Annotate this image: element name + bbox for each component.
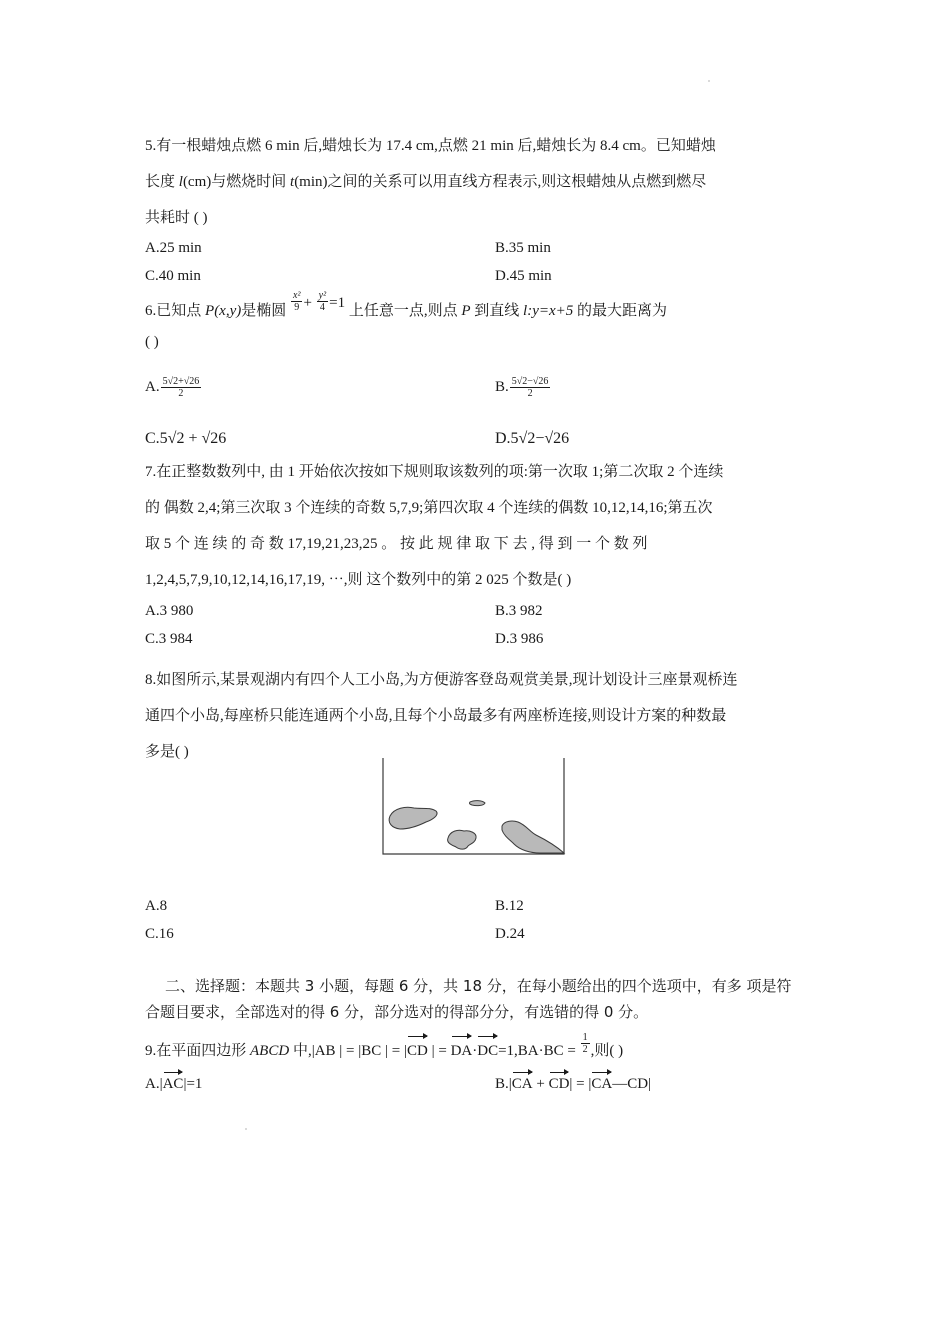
q8-option-a[interactable]: A.8 bbox=[145, 898, 168, 914]
q6-option-b[interactable] bbox=[495, 376, 551, 399]
q6-coords: (x,y) bbox=[214, 303, 242, 319]
island-1 bbox=[389, 807, 437, 829]
q6-suffix-1: 上任意一点,则点 bbox=[345, 303, 462, 319]
q9-option-b[interactable] bbox=[495, 1076, 651, 1093]
island-3 bbox=[448, 830, 476, 849]
q6-plus: + bbox=[303, 295, 312, 311]
q9-eq1: = bbox=[346, 1043, 355, 1059]
q6-option-a-den: 2 bbox=[178, 388, 184, 399]
q6-equals: =1 bbox=[329, 295, 346, 311]
q6-frac-x-den: 9 bbox=[294, 302, 300, 314]
q6-frac-x bbox=[291, 290, 302, 313]
q6-frac-y bbox=[317, 290, 328, 313]
q7-line-4: 1,2,4,5,7,9,10,12,14,16,17,19, ⋯,则 这个数列中的第 2 025 个数是( ) bbox=[145, 572, 572, 588]
q9-line-1 bbox=[145, 1032, 624, 1063]
q9-option-b-mid: | = | bbox=[569, 1076, 592, 1092]
q9-option-a-pre: A.| bbox=[145, 1076, 163, 1092]
q9-c3: | bbox=[400, 1043, 407, 1059]
q5-option-b[interactable]: B.35 min bbox=[495, 240, 551, 256]
q9-option-b-vec-1: CA bbox=[511, 1076, 533, 1092]
q9-c2: |BC | bbox=[354, 1043, 392, 1059]
q7-line-2: 的 偶数 2,4;第三次取 3 个连续的奇数 5,7,9;第四次取 4 个连续的偶数 10,12,14,16;第五次 bbox=[145, 500, 713, 516]
island-2 bbox=[469, 801, 485, 806]
q6-line-eq: :y=x+5 bbox=[527, 303, 574, 319]
q7-option-b[interactable]: B.3 982 bbox=[495, 603, 543, 619]
q9-dot: · bbox=[472, 1043, 478, 1059]
q6-option-b-label: B. bbox=[495, 378, 509, 395]
q7-line-1: 7.在正整数数列中, 由 1 开始依次按如下规则取该数列的项:第一次取 1;第二次取 2 个连续 bbox=[145, 464, 724, 480]
q8-option-b[interactable]: B.12 bbox=[495, 898, 524, 914]
q6-line-1 bbox=[145, 290, 668, 326]
q6-option-a[interactable] bbox=[145, 376, 202, 399]
q5-line-2-a: 长度 bbox=[145, 174, 179, 190]
speck bbox=[708, 80, 710, 82]
q6-suffix-2: 到直线 bbox=[470, 303, 524, 319]
q6-option-a-frac bbox=[161, 376, 202, 399]
q9-eq2: = bbox=[391, 1043, 401, 1059]
q9-half bbox=[581, 1032, 590, 1055]
q5-option-d[interactable]: D.45 min bbox=[495, 268, 552, 284]
lake-islands-figure bbox=[380, 758, 568, 858]
q9-prefix: 9.在平面四边形 bbox=[145, 1043, 251, 1059]
q7-option-c[interactable]: C.3 984 bbox=[145, 631, 193, 647]
speck bbox=[245, 1128, 247, 1130]
q6-option-d[interactable]: D.5√2−√26 bbox=[495, 430, 570, 447]
q8-line-3: 多是( ) bbox=[145, 744, 189, 760]
q6-line-l: l bbox=[523, 303, 528, 319]
q6-point-2: P bbox=[461, 303, 471, 319]
q8-option-c[interactable]: C.16 bbox=[145, 926, 174, 942]
q6-frac-y-num: y² bbox=[318, 290, 327, 302]
q9-option-a-vec: AC bbox=[162, 1076, 184, 1092]
q5-line-2-b: (cm)与燃烧时间 bbox=[182, 174, 291, 190]
q7-line-3: 取 5 个 连 续 的 奇 数 17,19,21,23,25 。 按 此 规 律 取 下 去 , 得 到 一 个 数 列 bbox=[145, 536, 648, 552]
q8-line-1: 8.如图所示,某景观湖内有四个人工小岛,为方便游客登岛观赏美景,现计划设计三座景观桥连 bbox=[145, 672, 738, 688]
q6-paren: ( ) bbox=[145, 334, 159, 350]
island-4 bbox=[502, 821, 564, 853]
q6-option-b-num: 5√2−√26 bbox=[511, 376, 549, 387]
q5-line-1: 5.有一根蜡烛点燃 6 min 后,蜡烛长为 17.4 cm,点燃 21 min 后,蜡烛长为 8.4 cm。已知蜡烛 bbox=[145, 138, 716, 154]
q6-frac-x-num: x² bbox=[293, 290, 301, 302]
q9-c5: =1,BA·BC bbox=[498, 1043, 568, 1059]
q5-option-a[interactable]: A.25 min bbox=[145, 240, 202, 256]
q8-option-d[interactable]: D.24 bbox=[495, 926, 525, 942]
q9-option-b-pre: B.| bbox=[495, 1076, 512, 1092]
q9-vec-cd: CD bbox=[407, 1040, 428, 1062]
q9-half-num: 1 bbox=[582, 1032, 588, 1044]
q6-point: P bbox=[205, 303, 215, 319]
q6-mid: 是椭圆 bbox=[241, 303, 287, 319]
q9-option-b-plus: + bbox=[532, 1076, 549, 1092]
q9-option-b-vec-3: CA bbox=[591, 1076, 613, 1092]
q5-line-2 bbox=[145, 170, 706, 191]
q6-option-b-den: 2 bbox=[527, 388, 533, 399]
q9-option-a[interactable] bbox=[145, 1076, 202, 1093]
q9-vec-da: DA bbox=[451, 1040, 473, 1062]
q9-c6: ,则( ) bbox=[590, 1043, 624, 1059]
q8-line-2: 通四个小岛,每座桥只能连通两个小岛,且每个小岛最多有两座桥连接,则设计方案的种数最 bbox=[145, 708, 727, 724]
q7-option-d[interactable]: D.3 986 bbox=[495, 631, 544, 647]
q9-half-den: 2 bbox=[582, 1044, 588, 1056]
q9-eq3: = bbox=[438, 1043, 447, 1059]
q7-option-a[interactable]: A.3 980 bbox=[145, 603, 194, 619]
q9-option-b-vec-2: CD bbox=[548, 1076, 570, 1092]
q6-option-c[interactable]: C.5√2 + √26 bbox=[145, 430, 227, 447]
q6-option-a-num: 5√2+√26 bbox=[162, 376, 200, 387]
q6-frac-y-den: 4 bbox=[319, 302, 325, 314]
section-2-instructions: 二、选择题：本题共 3 小题，每题 6 分，共 18 分，在每小题给出的四个选项中，有多 项是符合题目要求，全部选对的得 6 分，部分选对的得部分分，有选错的得 0 分。 bbox=[145, 977, 792, 1021]
q9-option-a-post: |=1 bbox=[183, 1076, 203, 1092]
q5-option-c[interactable]: C.40 min bbox=[145, 268, 201, 284]
q9-c1: 中,|AB | bbox=[289, 1043, 347, 1059]
q5-line-2-c: (min)之间的关系可以用直线方程表示,则这根蜡烛从点燃到燃尽 bbox=[294, 174, 707, 190]
q9-option-b-post: —CD| bbox=[612, 1076, 652, 1092]
q9-abcd: ABCD bbox=[250, 1043, 290, 1059]
q9-vec-dc: DC bbox=[477, 1040, 498, 1062]
q5-var-l: l bbox=[178, 174, 183, 190]
q5-var-t: t bbox=[290, 174, 295, 190]
q6-prefix: 6.已知点 bbox=[145, 303, 206, 319]
q9-eq4: = bbox=[567, 1043, 576, 1059]
q6-option-a-label: A. bbox=[145, 378, 160, 395]
q6-option-b-frac bbox=[510, 376, 551, 399]
q6-suffix-3: 的最大距离为 bbox=[573, 303, 668, 319]
q9-c4: | bbox=[427, 1043, 439, 1059]
q5-line-3: 共耗时 ( ) bbox=[145, 210, 208, 226]
